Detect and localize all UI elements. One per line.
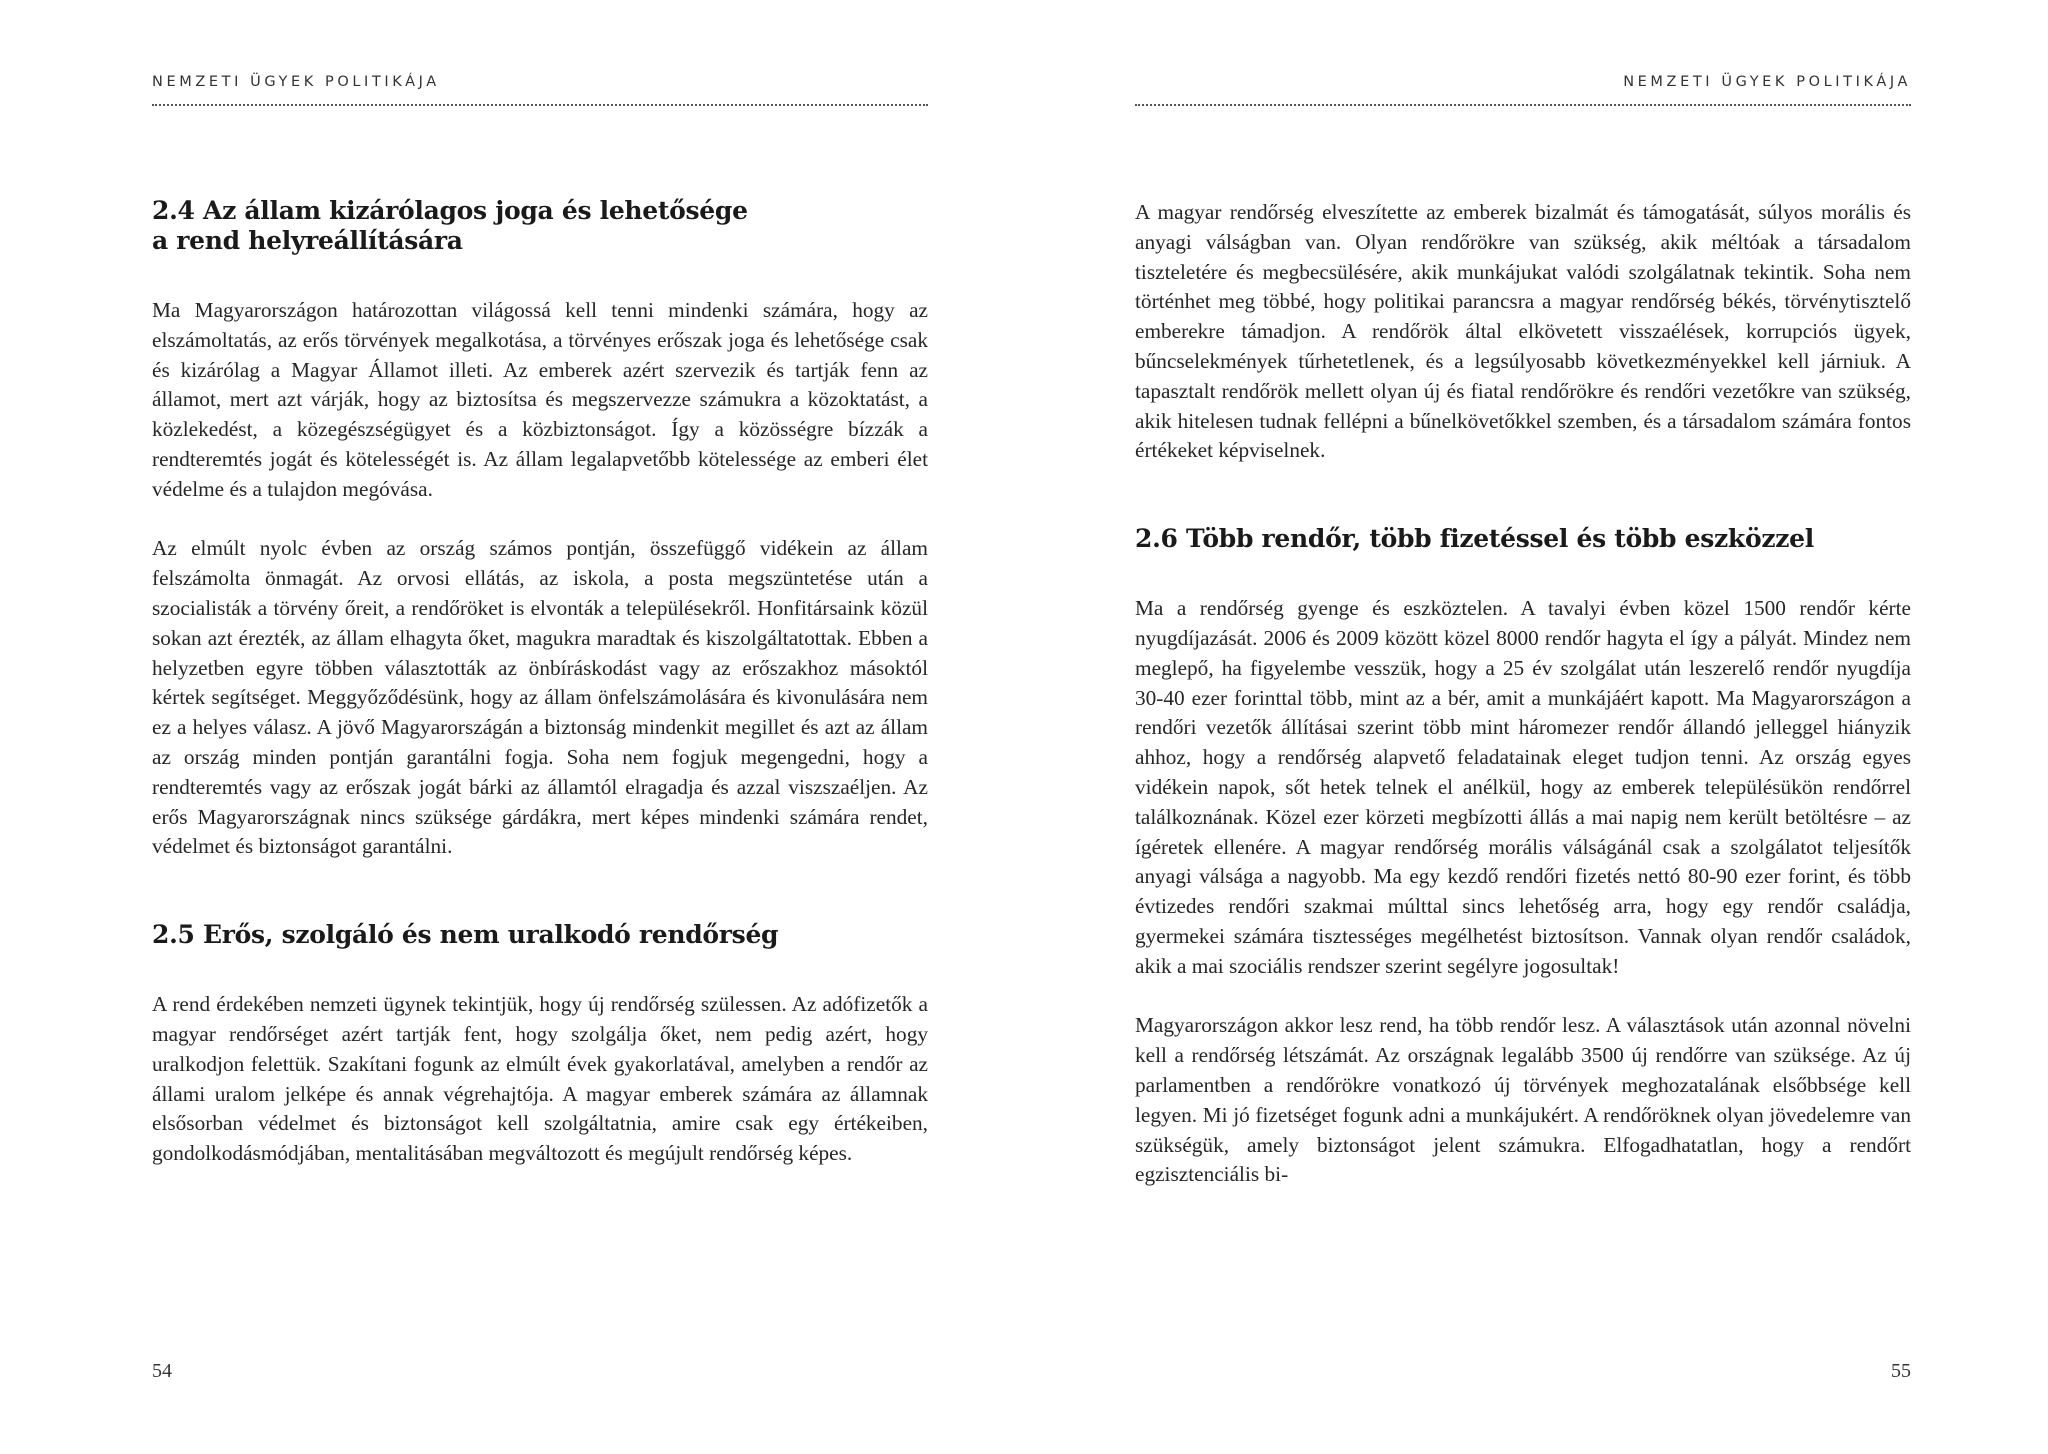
right-page (1135, 0, 1911, 1454)
left-page-content (152, 196, 928, 1169)
page-number: 54 (152, 1360, 172, 1382)
section-2-6-paragraph-1: Ma a rendőrség gyenge és eszköztelen. A tavalyi évben közel 1500 rendőr kérte nyugdíjazását. 2006 és 2009 között közel 8000 rendőr hagyta el így a pályát. Mindez nem meglepő, ha figyelembe vesszük, hogy a 25 év szolgálat után leszerelő rendőr nyugdíja 30-40 ezer forinttal több, mint az a bér, amit a munkájáért kapott. Ma Magyarországon a rendőri vezetők állításai szerint több mint háromezer rendőr állandó jelleggel hiányzik ahhoz, hogy a rendőrség alapvető feladatainak eleget tudjon tenni. Az ország egyes vidékein napok, sőt hetek telnek el anélkül, hogy az emberek településükön rendőrrel találkoznának. Közel ezer körzeti megbízotti állás a mai napig nem került betöltésre – az ígéretek ellenére. A magyar rendőrség morális válságánál csak a szolgálatot teljesítők anyagi válsága a nagyobb. Ma egy kezdő rendőri fizetés nettó 80-90 ezer forint, és több évtizedes rendőri szakmai múlttal sincs lehetőség arra, hogy egy rendőr családja, gyermekei számára tisztességes megélhetést biztosítson. Vannak olyan rendőr családok, akik a mai szociális rendszer szerint segélyre jogosultak! (1135, 596, 1911, 978)
section-2-4-paragraph-2: Az elmúlt nyolc évben az ország számos pontján, összefüggő vidékein az állam felszámolta önmagát. Az orvosi ellátás, az iskola, a posta megszüntetése után a szocialisták a törvény őreit, a rendőröket is elvonták a településekről. Honfitársaink közül sokan azt érezték, az állam elhagyta őket, magukra maradtak és kiszolgáltatottak. Ebben a helyzetben egyre többen választották az önbíráskodást vagy az erőszakhoz másoktól kértek segítséget. Meggyőződésünk, hogy az állam önfelszámolására és kivonulására nem ez a helyes válasz. A jövő Magyarországán a biztonság mindenkit megillet és azt az állam az ország minden pontján garantálni fogja. Soha nem fogjuk megengedni, hogy a rendteremtés vagy az erőszak jogát bárki az államtól elragadja és azzal viszszaéljen. Az erős Magyarországnak nincs szüksége gárdákra, mert képes mindenki számára rendet, védelmet és biztonságot garantálni. (152, 536, 928, 859)
section-2-5-paragraph-1: A rend érdekében nemzeti ügynek tekintjük, hogy új rendőrség szülessen. Az adófizetők a magyar rendőrséget azért tartják fent, hogy szolgálja őket, nem pedig azért, hogy uralkodjon felettük. Szakítani fogunk az elmúlt évek gyakorlatával, amelyben a rendőr az állami uralom jelképe és annak végrehajtója. A magyar emberek számára az államnak elsősorban védelmet és biztonságot kell szolgáltatnia, amire csak egy értékeiben, gondolkodásmódjában, mentalitásában megváltozott és megújult rendőrség képes. (152, 992, 928, 1166)
section-2-6-heading: 2.6 Több rendőr, több fizetéssel és több eszközzel (1135, 524, 1814, 554)
section-2-5-heading: 2.5 Erős, szolgáló és nem uralkodó rendőrség (152, 920, 779, 950)
page-number: 55 (1891, 1360, 1911, 1382)
running-head: NEMZETI ÜGYEK POLITIKÁJA (152, 74, 928, 106)
section-2-4-title-line2: a rend helyreállítására (152, 226, 463, 255)
left-page (152, 0, 928, 1454)
section-2-4-title-line1: 2.4 Az állam kizárólagos joga és lehetősége (152, 196, 748, 225)
section-2-6-paragraph-2: Magyarországon akkor lesz rend, ha több rendőr lesz. A választások után azonnal növelni kell a rendőrség létszámát. Az országnak legalább 3500 új rendőrre van szüksége. Az új parlamentben a rendőrökre vonatkozó új törvények meghozatalának elsőbbsége kell legyen. Mi jó fizetséget fogunk adni a munkájukért. A rendőröknek olyan jövedelemre van szükségük, amely biztonságot jelent számukra. Elfogadhatatlan, hogy a rendőrt egzisztenciális bi- (1135, 1013, 1911, 1187)
running-head: NEMZETI ÜGYEK POLITIKÁJA (1135, 74, 1911, 106)
section-2-4-paragraph-1: Ma Magyarországon határozottan világossá kell tenni mindenki számára, hogy az elszámoltatás, az erős törvények megalkotása, a törvényes erőszak joga és lehetősége csak és kizárólag a Magyar Államot illeti. Az emberek azért szervezik és tartják fenn az államot, mert azt várják, hogy az biztosítsa és megszervezze számukra a közoktatást, a közlekedést, a közegészségügyet és a közbiztonságot. Így a közösségre bízzák a rendteremtés jogát és kötelességét is. Az állam legalapvetőbb kötelessége az emberi élet védelme és a tulajdon megóvása. (152, 298, 928, 501)
section-2-5-continuation-paragraph: A magyar rendőrség elveszítette az emberek bizalmát és támogatását, súlyos morális és anyagi válságban van. Olyan rendőrökre van szükség, akik méltóak a társadalom tiszteletére és megbecsülésére, akik munkájukat valódi szolgálatnak tekintik. Soha nem történhet meg többé, hogy politikai parancsra a magyar rendőrség békés, törvénytisztelő emberekre támadjon. A rendőrök által elkövetett visszaélések, korrupciós ügyek, bűncselekmények tűrhetetlenek, és a legsúlyosabb következményekkel kell járniuk. A tapasztalt rendőrök mellett olyan új és fiatal rendőrökre és rendőri vezetőkre van szükség, akik hitelesen tudnak fellépni a bűnelkövetőkkel szemben, és a társadalom számára fontos értékeket képviselnek. (1135, 200, 1911, 463)
right-page-content (1135, 198, 1911, 1190)
section-2-4-heading (152, 196, 928, 256)
